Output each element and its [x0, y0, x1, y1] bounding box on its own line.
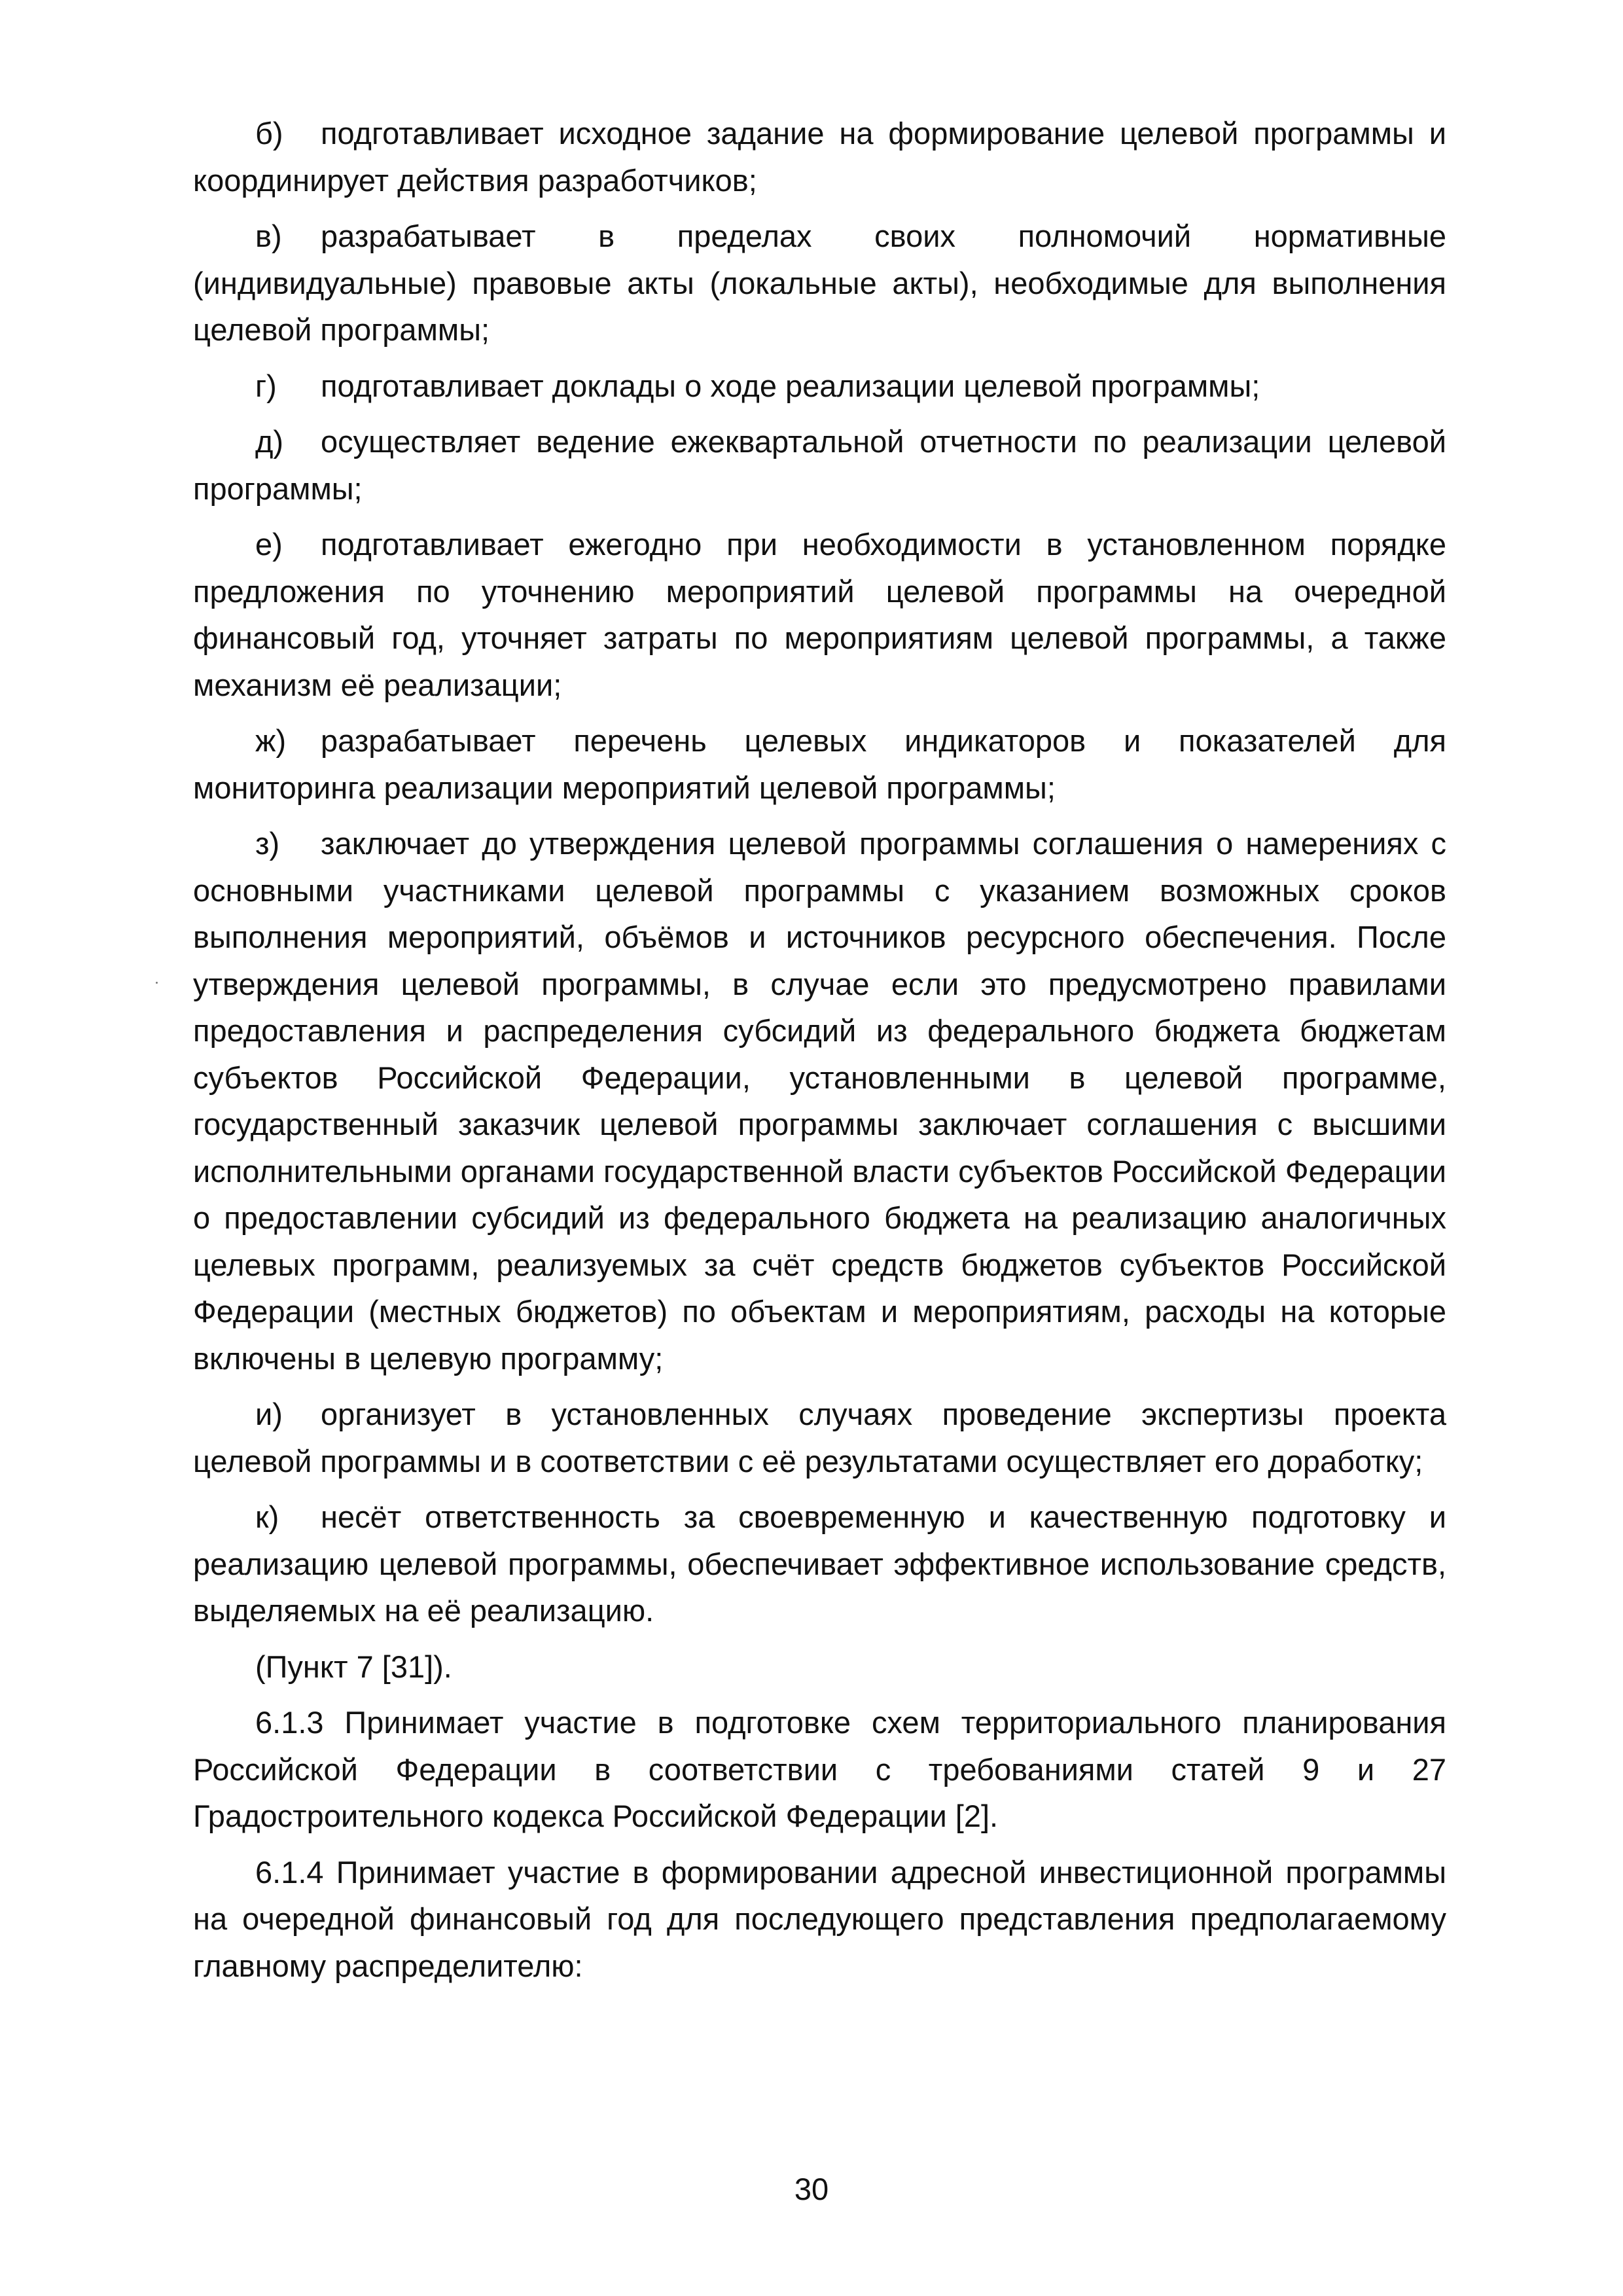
page-number: 30	[794, 2172, 829, 2206]
section-6-1-3: 6.1.3 Принимает участие в подготовке схем территориального планирования Российской Федерации в соответствии с требованиями статей 9 и 27 Градостроительного кодекса Российской Федерации [2].	[193, 1705, 1446, 1833]
section-6-1-4: 6.1.4 Принимает участие в формировании адресной инвестиционной программы на очередной финансовый год для последующего представления предполагаемому главному распределителю:	[193, 1854, 1446, 1983]
list-marker: д)	[255, 424, 284, 459]
page-body	[193, 110, 1446, 1998]
list-marker: г)	[255, 368, 277, 403]
list-item-text: подготавливает ежегодно при необходимости в установленном порядке предложения по уточнению мероприятий целевой программы на очередной финансовый год, уточняет затраты по мероприятиям целевой программы, а также механизм её реализации;	[193, 527, 1446, 702]
list-item-b	[193, 110, 1446, 204]
list-item-z	[193, 820, 1446, 1382]
list-item-e	[193, 521, 1446, 708]
list-marker: к)	[255, 1499, 279, 1534]
list-item-text: несёт ответственность за своевременную и качественную подготовку и реализацию целевой программы, обеспечивает эффективное использование средств, выделяемых на её реализацию.	[193, 1499, 1446, 1628]
list-item-text: заключает до утверждения целевой программы соглашения о намерениях с основными участниками целевой программы с указанием возможных сроков выполнения мероприятий, объёмов и источников ресурсного обеспечения. После утверждения целевой программы, в случае если это предусмотрено правилами предоставления и распределения субсидий из федерального бюджета бюджетам субъектов Российской Федерации, установленными в целевой программе, государственный заказчик целевой программы заключает соглашения с высшими исполнительными органами государственной власти субъектов Российской Федерации о предоставлении субсидий из федерального бюджета на реализацию аналогичных целевых программ, реализуемых за счёт средств бюджетов субъектов Российской Федерации (местных бюджетов) по объектам и мероприятиям, расходы на которые включены в целевую программу;	[193, 826, 1446, 1376]
list-item-v	[193, 213, 1446, 353]
list-item-zh	[193, 717, 1446, 811]
scan-speck	[156, 982, 158, 984]
list-item-text: подготавливает исходное задание на формирование целевой программы и координирует действия разработчиков;	[193, 116, 1446, 198]
reference-note: (Пункт 7 [31]).	[255, 1649, 452, 1684]
list-marker: и)	[255, 1397, 283, 1431]
list-item-text: разрабатывает перечень целевых индикаторов и показателей для мониторинга реализации мероприятий целевой программы;	[193, 723, 1446, 805]
list-item-i	[193, 1391, 1446, 1484]
list-marker: з)	[255, 826, 280, 861]
list-item-text: осуществляет ведение ежеквартальной отчетности по реализации целевой программы;	[193, 424, 1446, 506]
list-item-text: подготавливает доклады о ходе реализации целевой программы;	[321, 368, 1260, 403]
list-marker: б)	[255, 116, 283, 151]
list-item-g	[193, 363, 1446, 410]
list-marker: ж)	[255, 723, 287, 758]
list-item-text: разрабатывает в пределах своих полномочий нормативные (индивидуальные) правовые акты (локальные акты), необходимые для выполнения целевой программы;	[193, 219, 1446, 347]
list-item-k	[193, 1494, 1446, 1634]
list-item-text: организует в установленных случаях проведение экспертизы проекта целевой программы и в соответствии с её результатами осуществляет его доработку;	[193, 1397, 1446, 1479]
list-marker: в)	[255, 219, 282, 253]
list-marker: е)	[255, 527, 283, 562]
list-item-d	[193, 418, 1446, 512]
